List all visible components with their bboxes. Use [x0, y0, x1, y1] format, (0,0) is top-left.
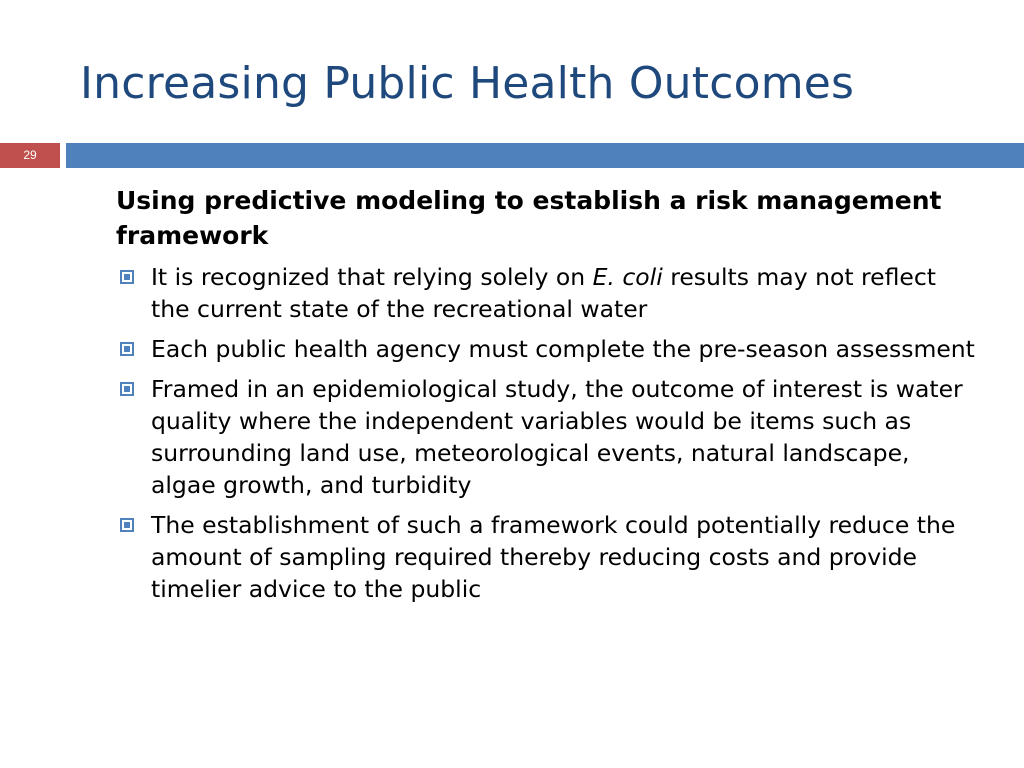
- slide-number: 29: [23, 148, 37, 162]
- bullet-italic-term: E. coli: [592, 263, 663, 291]
- slide-body: [116, 183, 976, 613]
- title-divider-bar: [66, 143, 1024, 168]
- slide-number-badge: [0, 143, 60, 168]
- bullet-text-part: results may not reflect the current state of the recreational water: [151, 263, 937, 323]
- bullet-item: [116, 509, 976, 605]
- bullet-text: Framed in an epidemiological study, the outcome of interest is water quality where the independent variables would be items such as surrounding land use, meteorological events, natural landscape, algae growth, and turbidity: [151, 375, 963, 499]
- bullet-item: [116, 333, 976, 365]
- bullet-text: The establishment of such a framework could potentially reduce the amount of sampling required thereby reducing costs and provide timelier advice to the public: [151, 511, 956, 603]
- bullet-item: [116, 261, 976, 325]
- square-bullet-icon: [120, 342, 134, 356]
- bullet-list: [116, 261, 976, 605]
- slide-title: Increasing Public Health Outcomes: [80, 58, 855, 109]
- bullet-text-part: It is recognized that relying solely on: [151, 263, 593, 291]
- bullet-item: [116, 373, 976, 501]
- square-bullet-icon: [120, 518, 134, 532]
- subheading: Using predictive modeling to establish a risk management framework: [116, 186, 942, 250]
- bullet-text: Each public health agency must complete the pre-season assessment: [151, 335, 975, 363]
- square-bullet-icon: [120, 270, 134, 284]
- square-bullet-icon: [120, 382, 134, 396]
